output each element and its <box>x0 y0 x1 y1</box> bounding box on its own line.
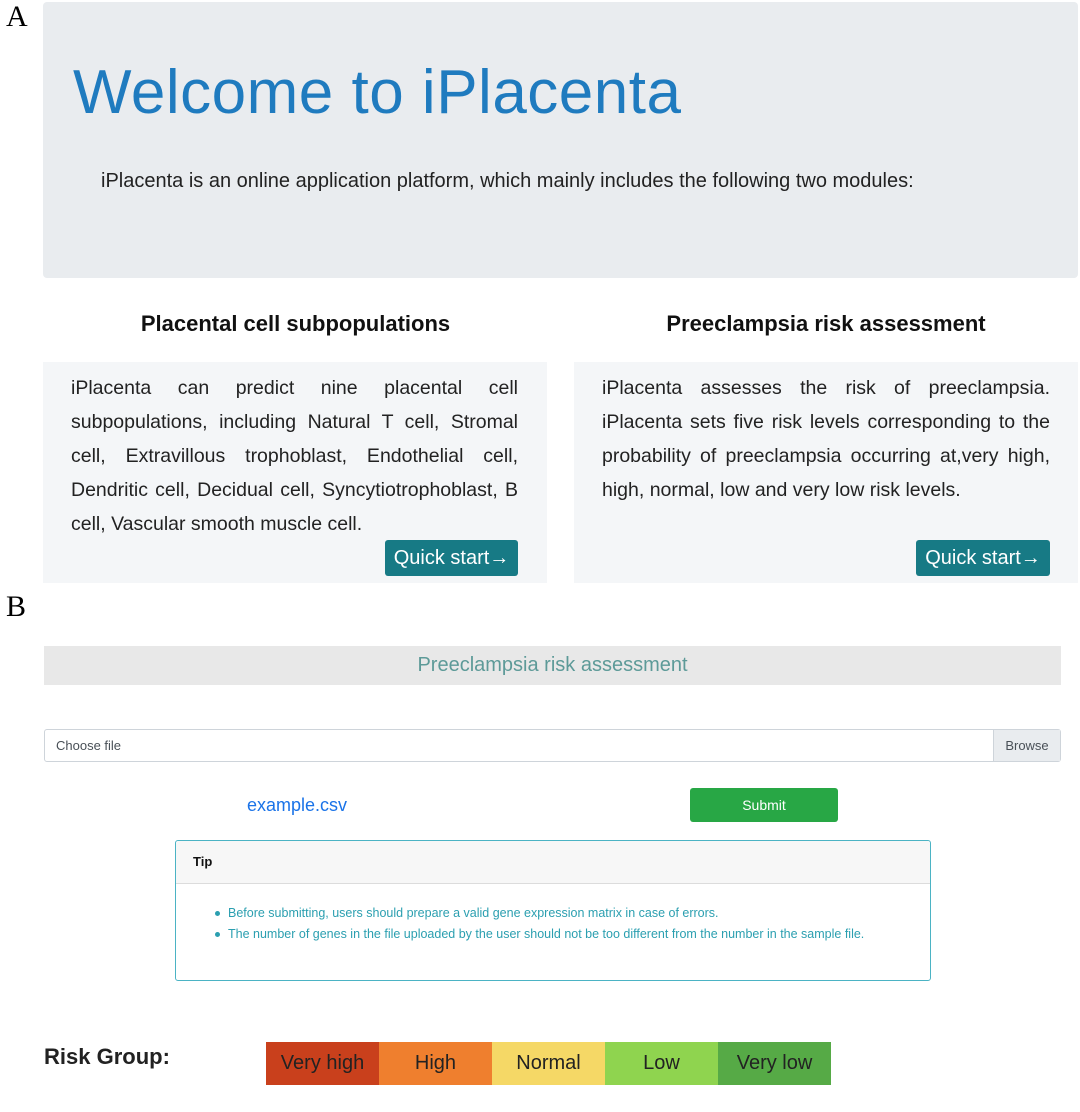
risk-level-normal: Normal <box>492 1042 605 1085</box>
tip-item: Before submitting, users should prepare a valid gene expression matrix in case of errors. <box>208 903 888 924</box>
risk-assessment-card <box>574 362 1078 583</box>
file-upload-input[interactable] <box>44 729 1061 762</box>
panel-label-b: B <box>6 590 27 623</box>
module-heading-risk-assessment: Preeclampsia risk assessment <box>666 311 986 336</box>
risk-group-label: Risk Group: <box>44 1044 170 1069</box>
file-placeholder: Choose file <box>56 738 122 753</box>
quick-start-button-cells[interactable]: Quick start→ <box>385 540 518 576</box>
cell-subpopulations-card <box>43 362 547 583</box>
tip-header <box>176 841 930 884</box>
tip-list <box>208 903 888 945</box>
tip-card <box>175 840 931 981</box>
tip-title: Tip <box>193 854 213 869</box>
assessment-title-bar: Preeclampsia risk assessment <box>44 646 1061 685</box>
example-file-link[interactable]: example.csv <box>247 795 348 815</box>
risk-level-very-high: Very high <box>266 1042 379 1085</box>
risk-assessment-description: iPlacenta assesses the risk of preeclampsia. iPlacenta sets five risk levels corresponding to the probability of preeclampsia occurring at,very high, high, normal, low and very low risk levels. <box>602 377 1050 501</box>
risk-level-bar <box>266 1042 831 1085</box>
risk-level-very-low: Very low <box>718 1042 831 1085</box>
cell-subpopulations-description: iPlacenta can predict nine placental cell subpopulations, including Natural T cell, Stromal cell, Extravillous trophoblast, Endothelial cell, Dendritic cell, Decidual cell, Syncytiotrophoblast, B cell, Vascular smooth muscle cell. <box>71 377 518 535</box>
tip-item: The number of genes in the file uploaded by the user should not be too different from the number in the sample file. <box>208 924 888 945</box>
risk-level-high: High <box>379 1042 492 1085</box>
module-heading-cell-subpopulations: Placental cell subpopulations <box>140 311 451 336</box>
panel-label-a: A <box>6 0 28 33</box>
browse-button[interactable]: Browse <box>993 730 1060 761</box>
risk-level-low: Low <box>605 1042 718 1085</box>
welcome-jumbotron <box>43 2 1078 278</box>
quick-start-button-risk[interactable]: Quick start→ <box>916 540 1050 576</box>
submit-button[interactable]: Submit <box>690 788 838 822</box>
intro-text: iPlacenta is an online application platform, which mainly includes the following two modules: <box>101 170 914 192</box>
page-title: Welcome to iPlacenta <box>73 58 682 127</box>
